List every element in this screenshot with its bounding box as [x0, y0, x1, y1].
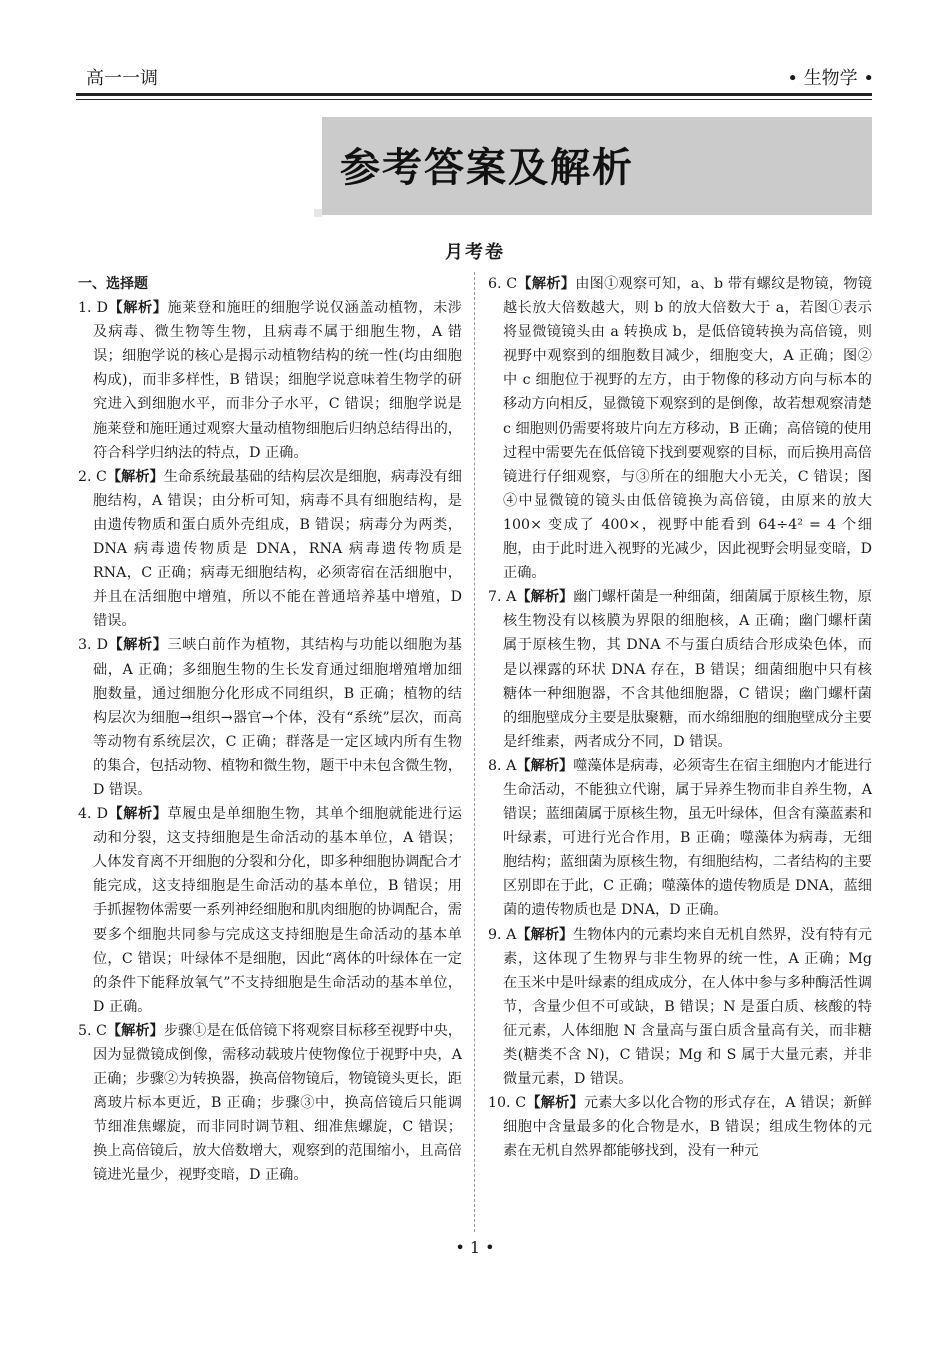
answer-text: 步骤①是在低倍镜下将观察目标移至视野中央，因为显微镜成倒像，需移动载玻片使物像位于视野中央，A 正确；步骤②为转换器，换高倍物镜后，物镜镜头更长，距离玻片标本更近，B 正确；步骤③中，换高倍镜后只能调节细准焦螺旋，而非同时调节粗、细准焦螺旋，C 错误；换上高倍镜后，放大倍数增大，观察到的范围缩小，且高倍镜进光量少，视野变暗，D 正确。: [93, 1022, 462, 1184]
analysis-tag: 【解析】: [107, 637, 168, 654]
answer-item-3: [78, 633, 462, 802]
page-title: 参考答案及解析: [340, 145, 634, 191]
answer-number: 10. C: [488, 1095, 527, 1112]
section-heading: 一、选择题: [78, 276, 148, 292]
answer-number: 4. D: [78, 806, 108, 823]
column-divider: [474, 272, 475, 1232]
answer-number: 5. C: [78, 1022, 107, 1039]
analysis-tag: 【解析】: [106, 1022, 164, 1039]
analysis-tag: 【解析】: [517, 276, 576, 292]
answer-number: 7. A: [488, 589, 517, 606]
answer-text: 三峡白前作为植物，其结构与功能以细胞为基础，A 正确；多细胞生物的生长发育通过细胞增殖增加细胞数量，通过细胞分化形成不同组织，B 正确；植物的结构层次为细胞→组织→器官→个体，没有“系统”层次，而高等动物有系统层次，C 正确；群落是一定区域内所有生物的集合，包括动物、植物和微生物，题干中未包含微生物，D 错误。: [93, 637, 462, 798]
header-rule-thin: [76, 99, 872, 100]
analysis-tag: 【解析】: [516, 589, 574, 606]
answer-text: 施莱登和施旺的细胞学说仅涵盖动植物，未涉及病毒、微生物等生物，且病毒不属于细胞生物，A 错误；细胞学说的核心是揭示动植物结构的统一性(均由细胞构成)，而非多样性，B 错误；细胞学说意味着生物学的研究进入到细胞水平，而非分子水平，C 错误；细胞学说是施莱登和施旺通过观察大量动植物细胞后归纳总结得出的，符合科学归纳法的特点，D 正确。: [93, 300, 462, 461]
answer-text: 由图①观察可知，a、b 带有螺纹是物镜，物镜越长放大倍数越大，则 b 的放大倍数大于 a，若图①表示将显微镜镜头由 a 转换成 b，是低倍镜转换为高倍镜，则视野中观察到的细胞数目减少，细胞变大，A 正确；图②中 c 细胞位于视野的左方，由于物像的移动方向与标本的移动方向相反，显微镜下观察到的是倒像，故若想观察清楚 c 细胞则仍需要将玻片向左方移动，B 正确；高倍镜的使用过程中需要先在低倍镜下找到要观察的目标，而后换用高倍镜进行仔细观察，与③所在的细胞大小无关，C 错误；图④中显微镜的镜头由低倍镜换为高倍镜，由原来的放大 100× 变成了 400×，视野中能看到 64÷4² = 4 个细胞，由于此时进入视野的光减少，因此视野会明显变暗，D 正确。: [503, 276, 872, 582]
answer-item-5: [78, 1019, 462, 1188]
header-rule-thick: [76, 93, 872, 96]
answer-number: 1. D: [78, 300, 108, 317]
page-number: • 1 •: [455, 1238, 495, 1257]
answer-item-4: [78, 802, 462, 1019]
answer-number: 9. A: [488, 926, 517, 943]
answer-text: 幽门螺杆菌是一种细菌，细菌属于原核生物，原核生物没有以核膜为界限的细胞核，A 正确；幽门螺杆菌属于原核生物，其 DNA 不与蛋白质结合形成染色体，而是以裸露的环状 DNA 存在，B 错误；细菌细胞中只有核糖体一种细胞器，不含其他细胞器，C 错误；幽门螺杆菌的细胞壁成分主要是肽聚糖，而水绵细胞的细胞壁成分主要是纤维素，两者成分不同，D 错误。: [503, 589, 872, 750]
analysis-tag: 【解析】: [516, 757, 574, 774]
answer-number: 6. C: [488, 276, 518, 292]
answer-item-1: [78, 296, 462, 465]
answer-item-10: [488, 1091, 872, 1163]
answer-item-8: [488, 754, 872, 923]
analysis-tag: 【解析】: [107, 300, 168, 317]
answer-text: 元素大多以化合物的形式存在，A 错误；新鲜细胞中含量最多的化合物是水，B 错误；组成生物体的元素在无机自然界都能够找到，没有一种元: [503, 1095, 872, 1160]
answer-text: 噬藻体是病毒，必须寄生在宿主细胞内才能进行生命活动，不能独立代谢，属于异养生物而非自养生物，A 错误；蓝细菌属于原核生物，虽无叶绿体，但含有藻蓝素和叶绿素，可进行光合作用，B 正确；噬藻体为病毒，无细胞结构；蓝细菌为原核生物，有细胞结构，二者结构的主要区别即在于此，C 正确；噬藻体的遗传物质是 DNA，蓝细菌的遗传物质也是 DNA，D 正确。: [503, 757, 872, 919]
analysis-tag: 【解析】: [526, 1095, 584, 1112]
answer-text: 生物体内的元素均来自无机自然界，没有特有元素，这体现了生物界与非生物界的统一性，A 正确；Mg 在玉米中是叶绿素的组成成分，在人体中参与多种酶活性调节，含量少但不可或缺，B 错误；N 是蛋白质、核酸的特征元素，人体细胞 N 含量高与蛋白质含量高有关，而非糖类(糖类不含 N)，C 错误；Mg 和 S 属于大量元素，并非微量元素，D 错误。: [503, 926, 872, 1088]
exam-type-subtitle: 月考卷: [445, 242, 505, 263]
answer-item-9: [488, 923, 872, 1092]
answer-item-2: [78, 465, 462, 634]
left-column: [78, 272, 462, 1188]
answer-item-7: [488, 585, 872, 754]
answer-text: 生命系统最基础的结构层次是细胞，病毒没有细胞结构，A 错误；由分析可知，病毒不具有细胞结构，是由遗传物质和蛋白质外壳组成，B 错误；病毒分为两类，DNA 病毒遗传物质是 DNA，RNA 病毒遗传物质是 RNA，C 正确；病毒无细胞结构，必须寄宿在活细胞中，并且在活细胞中增殖，所以不能在普通培养基中增殖，D 错误。: [93, 468, 462, 630]
answer-number: 8. A: [488, 757, 517, 774]
analysis-tag: 【解析】: [107, 806, 168, 823]
header-subject-label: • 生物学 •: [787, 68, 874, 89]
analysis-tag: 【解析】: [106, 468, 164, 485]
answer-item-6: [488, 272, 872, 585]
answer-number: 2. C: [78, 468, 107, 485]
right-column: [488, 272, 872, 1163]
analysis-tag: 【解析】: [516, 926, 574, 943]
title-banner-shadow: [314, 209, 322, 217]
header-grade-label: 高一一调: [86, 68, 158, 89]
answer-text: 草履虫是单细胞生物，其单个细胞就能进行运动和分裂，这支持细胞是生命活动的基本单位，A 错误；人体发育离不开细胞的分裂和分化，即多种细胞协调配合才能完成，这支持细胞是生命活动的基本单位，B 错误；用手抓握物体需要一系列神经细胞和肌肉细胞的协调配合，需要多个细胞共同参与完成这支持细胞是生命活动的基本单位，C 错误；叶绿体不是细胞，因此“离体的叶绿体在一定的条件下能释放氧气”不支持细胞是生命活动的基本单位，D 正确。: [93, 806, 462, 1015]
answer-number: 3. D: [78, 637, 108, 654]
